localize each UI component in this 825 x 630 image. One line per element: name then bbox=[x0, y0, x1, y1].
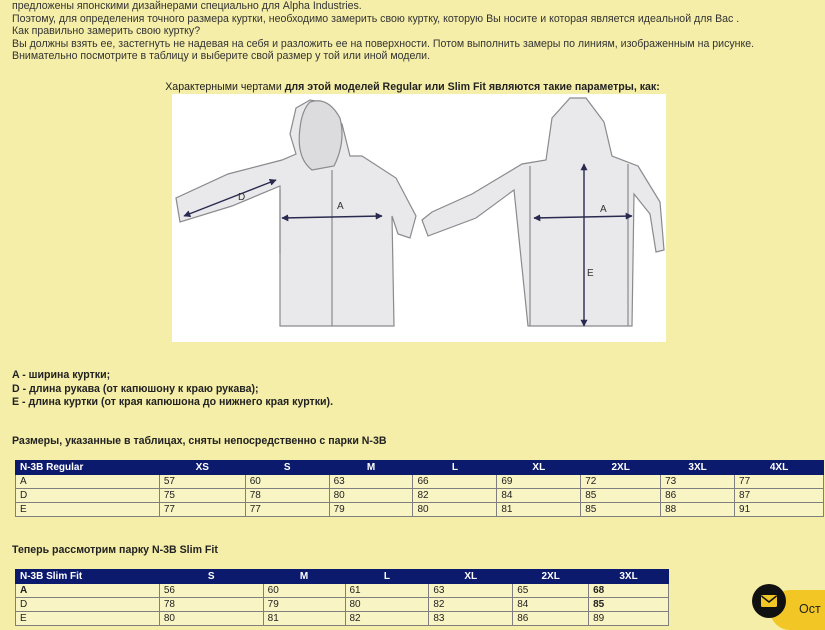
table1-heading: Размеры, указанные в таблицах, сняты непосредственно с парки N-3B bbox=[12, 435, 387, 447]
intro-line: Как правильно замерить свою куртку? bbox=[12, 25, 201, 38]
size-header: 2XL bbox=[581, 461, 661, 475]
size-header: L bbox=[345, 570, 429, 584]
size-header: XL bbox=[429, 570, 513, 584]
table-cell: 61 bbox=[345, 584, 429, 598]
table-cell: 80 bbox=[329, 489, 413, 503]
table-row bbox=[16, 489, 824, 503]
row-label: A bbox=[16, 584, 160, 598]
row-label: D bbox=[16, 598, 160, 612]
size-header: L bbox=[413, 461, 497, 475]
table-cell: 80 bbox=[345, 598, 429, 612]
table-title: N-3B Slim Fit bbox=[16, 570, 160, 584]
label-e: E bbox=[587, 268, 594, 279]
intro-line: Внимательно посмотрите в таблицу и выберите свой размер у той или иной модели. bbox=[12, 50, 431, 63]
table-cell: 63 bbox=[429, 584, 513, 598]
figure-caption bbox=[0, 81, 825, 93]
table-row bbox=[16, 503, 824, 517]
row-label: A bbox=[16, 475, 160, 489]
row-label: E bbox=[16, 612, 160, 626]
regular-size-table bbox=[15, 460, 824, 517]
size-header: 3XL bbox=[661, 461, 735, 475]
row-label: E bbox=[16, 503, 160, 517]
table-cell: 82 bbox=[345, 612, 429, 626]
front-jacket bbox=[176, 100, 416, 326]
size-header: XS bbox=[159, 461, 245, 475]
jacket-measurement-figure bbox=[172, 94, 666, 342]
size-header: S bbox=[245, 461, 329, 475]
table-cell: 66 bbox=[413, 475, 497, 489]
table-cell: 88 bbox=[661, 503, 735, 517]
measurement-legend bbox=[12, 369, 333, 410]
table-title: N-3B Regular bbox=[16, 461, 160, 475]
table-cell: 82 bbox=[429, 598, 513, 612]
back-jacket bbox=[422, 98, 664, 326]
legend-item-a: A - ширина куртки; bbox=[12, 369, 111, 381]
table-cell: 78 bbox=[159, 598, 263, 612]
row-label: D bbox=[16, 489, 160, 503]
table-cell: 57 bbox=[159, 475, 245, 489]
table-row bbox=[16, 584, 669, 598]
table-cell: 91 bbox=[735, 503, 824, 517]
table-row bbox=[16, 598, 669, 612]
table-cell: 85 bbox=[589, 598, 669, 612]
size-header: M bbox=[263, 570, 345, 584]
table-cell: 73 bbox=[661, 475, 735, 489]
table-cell: 68 bbox=[589, 584, 669, 598]
legend-item-e: E - длина куртки (от края капюшона до нижнего края куртки). bbox=[12, 396, 334, 409]
table2-heading: Теперь рассмотрим парку N-3B Slim Fit bbox=[12, 544, 218, 556]
table-cell: 75 bbox=[159, 489, 245, 503]
table-cell: 84 bbox=[497, 489, 581, 503]
jacket-illustration bbox=[172, 94, 666, 342]
intro-line: предложены японскими дизайнерами специально для Alpha Industries. bbox=[12, 0, 362, 12]
table-cell: 86 bbox=[513, 612, 589, 626]
table-cell: 77 bbox=[735, 475, 824, 489]
intro-line: Поэтому, для определения точного размера куртки, необходимо замерить свою куртку, которую Вы носите и которая является идеальной для Вас . bbox=[12, 12, 740, 25]
chat-label[interactable]: Ост bbox=[799, 602, 821, 616]
table-cell: 63 bbox=[329, 475, 413, 489]
size-header: XL bbox=[497, 461, 581, 475]
table-cell: 69 bbox=[497, 475, 581, 489]
table-cell: 84 bbox=[513, 598, 589, 612]
label-a-front: A bbox=[337, 201, 344, 212]
table-cell: 79 bbox=[329, 503, 413, 517]
intro-text bbox=[12, 0, 812, 63]
table-cell: 72 bbox=[581, 475, 661, 489]
table-cell: 81 bbox=[497, 503, 581, 517]
table-cell: 83 bbox=[429, 612, 513, 626]
envelope-icon bbox=[752, 584, 786, 618]
table-cell: 60 bbox=[263, 584, 345, 598]
table-row bbox=[16, 475, 824, 489]
table-cell: 85 bbox=[581, 503, 661, 517]
table-cell: 81 bbox=[263, 612, 345, 626]
label-a-back: A bbox=[600, 204, 607, 215]
table-cell: 89 bbox=[589, 612, 669, 626]
caption-prefix: Характерными чертами bbox=[165, 81, 285, 93]
table-row bbox=[16, 612, 669, 626]
table-cell: 60 bbox=[245, 475, 329, 489]
legend-item-d: D - длина рукава (от капюшону к краю рукава); bbox=[12, 382, 259, 395]
label-d: D bbox=[238, 192, 246, 203]
chat-button[interactable] bbox=[752, 584, 786, 618]
table-header-row bbox=[16, 461, 824, 475]
table-cell: 85 bbox=[581, 489, 661, 503]
table-cell: 78 bbox=[245, 489, 329, 503]
table-cell: 80 bbox=[413, 503, 497, 517]
table-cell: 77 bbox=[245, 503, 329, 517]
table-cell: 86 bbox=[661, 489, 735, 503]
size-header: S bbox=[159, 570, 263, 584]
slimfit-size-table bbox=[15, 569, 669, 626]
intro-line: Вы должны взять ее, застегнуть не надевая на себя и разложить ее на поверхности. Потом выполнить замеры по линиям, изображенным на рисунке. bbox=[12, 37, 755, 50]
size-header: 3XL bbox=[589, 570, 669, 584]
size-header: 4XL bbox=[735, 461, 824, 475]
table-cell: 80 bbox=[159, 612, 263, 626]
size-header: 2XL bbox=[513, 570, 589, 584]
table-cell: 56 bbox=[159, 584, 263, 598]
table-cell: 79 bbox=[263, 598, 345, 612]
table-cell: 65 bbox=[513, 584, 589, 598]
table-cell: 82 bbox=[413, 489, 497, 503]
size-header: M bbox=[329, 461, 413, 475]
table-cell: 77 bbox=[159, 503, 245, 517]
table-header-row bbox=[16, 570, 669, 584]
caption-bold: для этой моделей Regular или Slim Fit являются такие параметры, как: bbox=[284, 81, 660, 93]
table-cell: 87 bbox=[735, 489, 824, 503]
